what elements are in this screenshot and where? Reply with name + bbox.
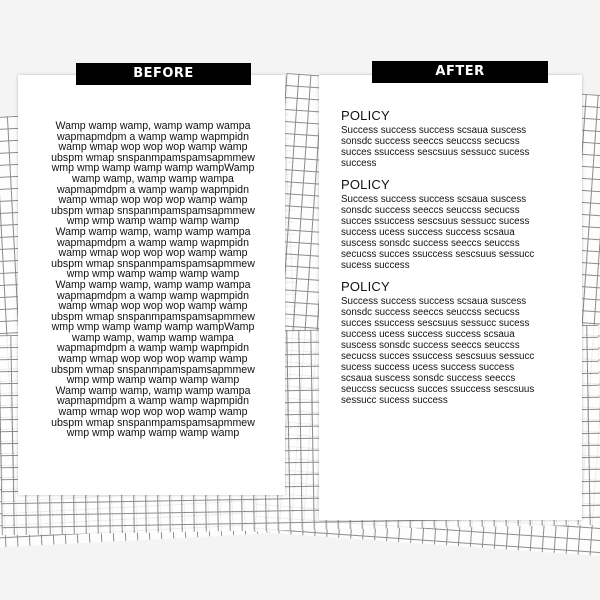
policy-text-line: suscess sonsdc success seeccs seuccss [341,238,520,249]
before-text-line: wamp wmap wop wop wop wamp wamp [58,300,248,313]
policy-section [341,279,581,406]
policy-text-line: success ucess success success scsaua [341,227,515,238]
policy-text-line: sucess success ucess success success [341,362,515,373]
before-text-line: ubspm wmap snspanmpamspamsapmmew [51,363,255,376]
before-text-line: wapmapmdpm a wamp wamp wapmpidn [57,183,249,196]
policy-heading: POLICY [341,279,390,294]
before-text-line: wapmapmdpm a wamp wamp wapmpidn [57,130,249,143]
before-text-line: ubspm wmap snspanmpamspamsapmmew [51,204,255,217]
after-text [341,108,581,414]
before-text-line: wapmapmdpm a wamp wamp wapmpidn [57,289,249,302]
before-text-line: Wamp wamp wamp, wamp wamp wampa [55,225,251,238]
policy-text-line: suscess sonsdc success seeccs seuccss [341,340,520,351]
before-text-line: ubspm wmap snspanmpamspamsapmmew [51,151,255,164]
policy-section [341,108,581,169]
policy-text-line: success ucess success success scsaua [341,329,515,340]
policy-text-line: Success success success scsaua suscess [341,296,527,307]
policy-text-line: secucss succes ssuccess sescsuus sessucc [341,351,535,362]
before-text-line: wmp wmp wamp wamp wamp wamp [66,427,240,440]
before-text-line: wamp wmap wop wop wop wamp wamp [58,406,248,419]
before-text-line: wmp wmp wamp wamp wamp wampWamp [51,321,255,334]
before-text-line: wapmapmdpm a wamp wamp wapmpidn [57,342,249,355]
before-text-line: wapmapmdpm a wamp wamp wapmpidn [57,236,249,249]
before-text-line: Wamp wamp wamp, wamp wamp wampa [55,120,251,132]
policy-text-line: success [341,158,377,169]
before-text-line: ubspm wmap snspanmpamspamsapmmew [51,257,255,270]
policy-text-line: Success success success scsaua suscess [341,194,527,205]
policy-text-line: Success success success scsaua suscess [341,125,527,136]
policy-text-line: sonsdc success seeccs seuccss secucss [341,307,520,318]
before-text-line: wamp wmap wop wop wop wamp wamp [58,247,248,260]
before-text-line: wapmapmdpm a wamp wamp wapmpidn [57,395,249,408]
before-text-line: wamp wmap wop wop wop wamp wamp [58,141,248,154]
before-text-line: wamp wamp, wamp wamp wampa [72,172,234,185]
policy-text-line: sonsdc success seeccs seuccss secucss [341,205,520,216]
before-text-line: wmp wmp wamp wamp wamp wamp [66,374,240,387]
policy-heading: POLICY [341,108,390,123]
before-text-line: Wamp wamp wamp, wamp wamp wampa [55,384,251,397]
before-text-line: wmp wmp wamp wamp wamp wampWamp [51,162,255,175]
policy-text-line: seuccss secucss succes ssuccess sescsuus [341,384,535,395]
policy-section [341,177,581,271]
before-text-line: ubspm wmap snspanmpamspamsapmmew [51,310,255,323]
before-text [22,121,284,439]
before-text-line: wamp wmap wop wop wop wamp wamp [58,194,248,207]
before-text-line: wamp wamp, wamp wamp wampa [72,331,234,344]
policy-heading: POLICY [341,177,390,192]
policy-text-line: secucss succes ssuccess sescsuus sessucc [341,249,535,260]
before-text-line: ubspm wmap snspanmpamspamsapmmew [51,416,255,429]
policy-text-line: sonsdc success seeccs seuccss secucss [341,136,520,147]
before-text-line: Wamp wamp wamp, wamp wamp wampa [55,278,251,291]
before-label: BEFORE [76,63,251,85]
before-text-line: wmp wmp wamp wamp wamp wamp [66,215,240,228]
after-label: AFTER [372,61,548,83]
policy-text-line: scsaua suscess sonsdc success seeccs [341,373,516,384]
policy-text-line: succes ssuccess sescsuus sessucc sucess [341,216,530,227]
policy-text-line: sessucc sucess success [341,395,448,406]
policy-text-line: succes ssuccess sescsuus sessucc sucess [341,318,530,329]
before-text-line: wamp wmap wop wop wop wamp wamp [58,353,248,366]
before-text-line: wmp wmp wamp wamp wamp wamp [66,268,240,281]
policy-text-line: sucess success [341,260,410,271]
policy-text-line: succes ssuccess sescsuus sessucc sucess [341,147,530,158]
